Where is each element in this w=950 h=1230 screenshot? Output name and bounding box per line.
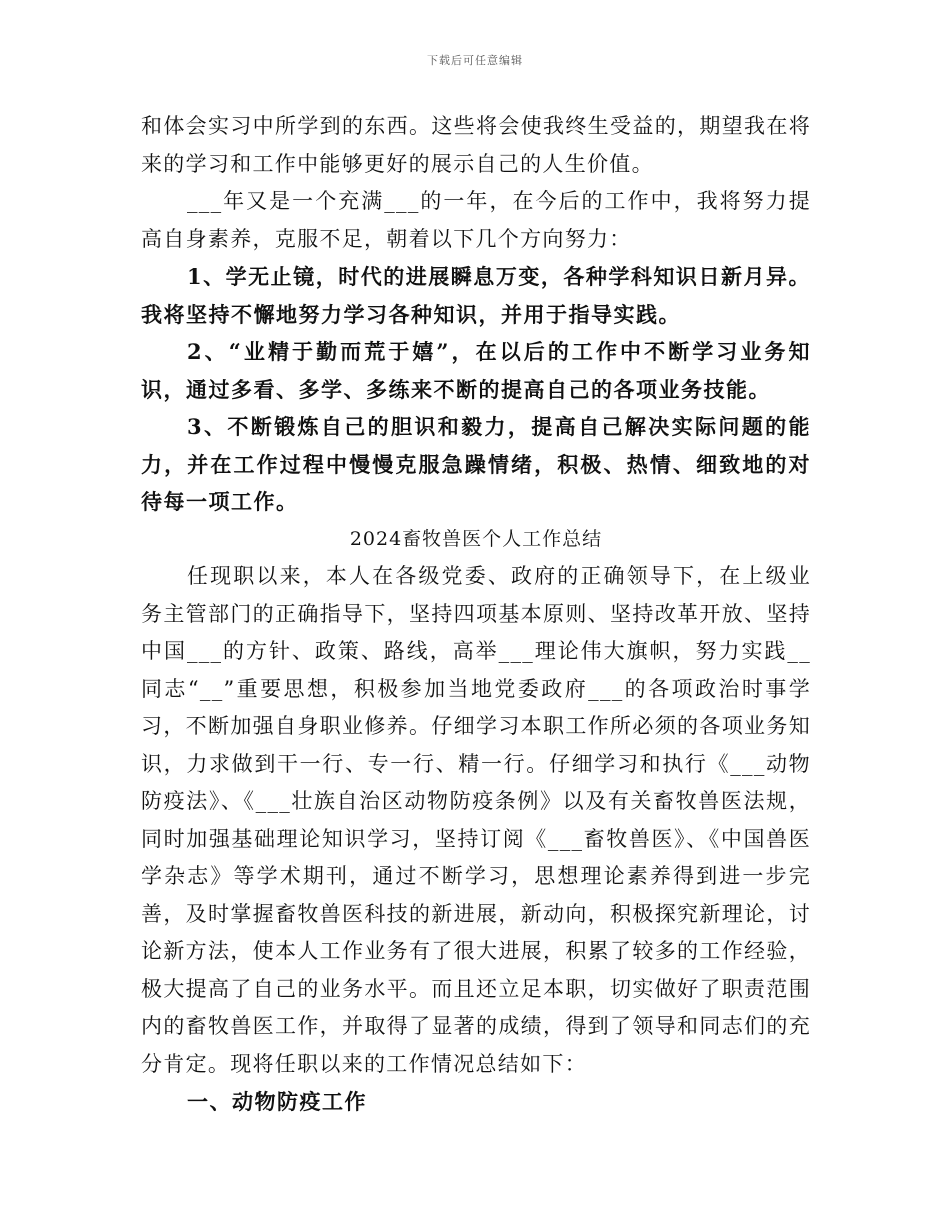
- document-body: [141, 108, 811, 1121]
- section-heading-1: 一、动物防疫工作: [187, 1089, 367, 1114]
- paragraph-continuation: 和体会实习中所学到的东西。这些将会使我终生受益的，期望我在将来的学习和工作中能够更好的展示自己的人生价值。: [141, 114, 811, 176]
- list-item-1: 1、学无止镜，时代的进展瞬息万变，各种学科知识日新月异。我将坚持不懈地努力学习各种知识，并用于指导实践。: [141, 264, 811, 327]
- paragraph-main: 任现职以来，本人在各级党委、政府的正确领导下，在上级业务主管部门的正确指导下，坚持四项基本原则、坚持改革开放、坚持中国___的方针、政策、路线，高举___理论伟大旗帜，努力实践__同志“__”重要思想，积极参加当地党委政府___的各项政治时事学习，不断加强自身职业修养。仔细学习本职工作所必须的各项业务知识，力求做到干一行、专一行、精一行。仔细学习和执行《___动物防疫法》、《___壮族自治区动物防疫条例》以及有关畜牧兽医法规，同时加强基础理论知识学习，坚持订阅《___畜牧兽医》、《中国兽医学杂志》等学术期刊，通过不断学习，思想理论素养得到进一步完善，及时掌握畜牧兽医科技的新进展，新动向，积极探究新理论，讨论新方法，使本人工作业务有了很大进展，积累了较多的工作经验，极大提高了自己的业务水平。而且还立足本职，切实做好了职责范围内的畜牧兽医工作，并取得了显著的成绩，得到了领导和同志们的充分肯定。现将任职以来的工作情况总结如下：: [141, 564, 811, 1076]
- page-header: 下载后可任意编辑: [427, 54, 523, 67]
- paragraph-intro: ___年又是一个充满___的一年，在今后的工作中，我将努力提高自身素养，克服不足，朝着以下几个方向努力：: [141, 189, 811, 251]
- list-item-2: 2、“业精于勤而荒于嬉”，在以后的工作中不断学习业务知识，通过多看、多学、多练来不断的提高自己的各项业务技能。: [141, 339, 811, 402]
- list-item-3: 3、不断锻炼自己的胆识和毅力，提高自己解决实际问题的能力，并在工作过程中慢慢克服急躁情绪，积极、热情、细致地的对待每一项工作。: [141, 414, 811, 514]
- section-title: 2024畜牧兽医个人工作总结: [349, 527, 603, 550]
